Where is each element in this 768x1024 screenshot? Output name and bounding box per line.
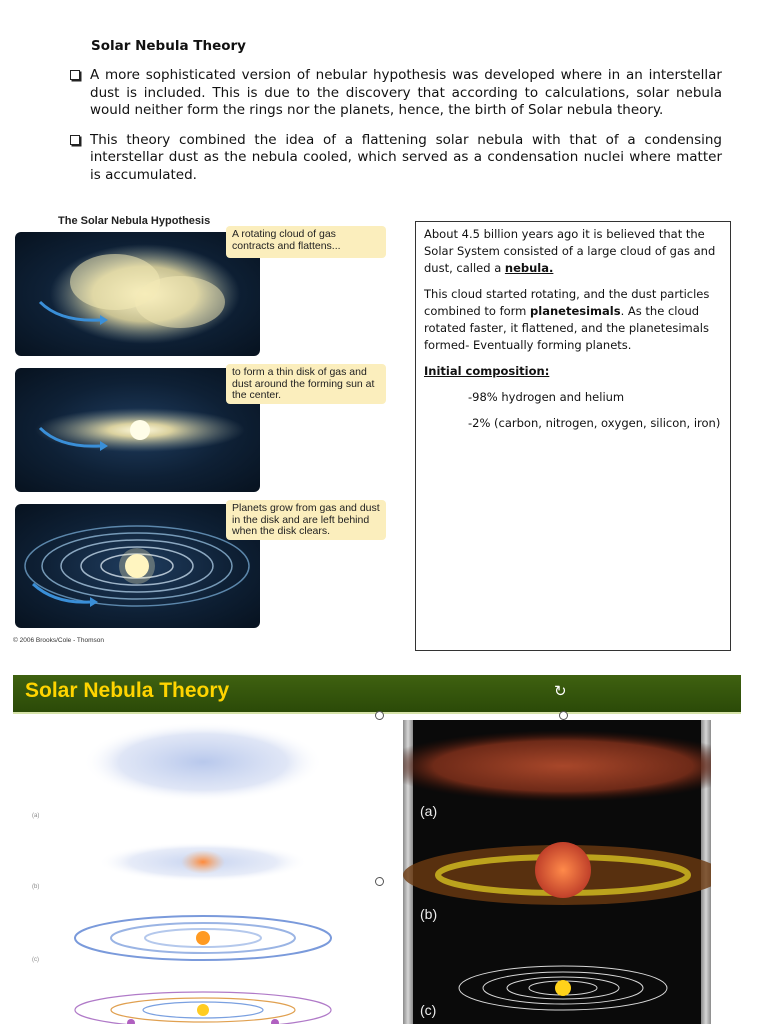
bullet-item [68,67,722,120]
nebula-stages-illustration [63,720,343,1024]
composition-heading: Initial composition: [424,364,550,378]
slide-title: Solar Nebula Theory [25,679,230,702]
resize-handle[interactable] [375,711,384,720]
small-stage-label: (c) [32,957,39,963]
bullet-text: A more sophisticated version of nebular hypothesis was developed where in an interstellar dust is included. This is due to the discovery that according to calculations, solar nebula would neither form the rings nor the planets, hence, the birth of Solar nebula theory. [90,67,722,118]
small-stage-label: (b) [32,884,40,890]
small-stage-label: (a) [32,813,40,819]
checkbox-bullet-icon [70,135,80,145]
info-text-box [415,221,731,651]
callout-stage-3: Planets grow from gas and dust in the disk and are left behind when the disk clears. [226,500,386,540]
resize-handle[interactable] [559,711,568,720]
callout-stage-2: to form a thin disk of gas and dust around the forming sun at the center. [226,364,386,404]
large-stage-label: (b) [420,906,438,922]
bullet-item [68,132,722,185]
info-text: About 4.5 billion years ago it is believed that the Solar System consisted of a large cloud of gas and dust, called a [424,227,716,275]
large-stage-label: (c) [420,1002,437,1018]
composition-item: -98% hydrogen and helium [468,390,625,404]
planetesimals-term: planetesimals [530,304,621,318]
resize-handle[interactable] [375,877,384,886]
solar-nebula-hypothesis-diagram [12,212,392,652]
checkbox-bullet-icon [70,70,80,80]
copyright-note: © 2006 Brooks/Cole - Thomson [13,637,105,644]
planetary-rings-illustration [15,504,260,628]
info-text: This cloud started rotating, and the dust particles combined to form [424,287,710,318]
slide-image [13,675,741,1024]
diagram-title: The Solar Nebula Hypothesis [58,215,211,227]
rotate-handle-icon[interactable]: ↻ [554,682,567,700]
accretion-illustration [403,720,711,1024]
slide-title-bar [13,675,741,714]
info-paragraph-1 [424,226,722,277]
nebula-term: nebula. [504,261,554,275]
bullet-text: This theory combined the idea of a flattening solar nebula with that of a condensing interstellar dust as the nebula cooled, which served as a condensation nuclei where matter is accumulated. [90,131,722,183]
info-text: . As the cloud rotated faster, it flattened, and the planetesimals formed- Eventually forming planets. [424,304,709,352]
section-heading: Solar Nebula Theory [91,38,246,54]
large-stage-label: (a) [420,803,438,819]
stage-disk-panel [15,368,260,492]
gas-cloud-illustration [15,232,260,356]
stage-cloud-panel [15,232,260,356]
flattened-disk-illustration [15,368,260,492]
info-paragraph-2 [424,286,722,354]
composition-item: -2% (carbon, nitrogen, oxygen, silicon, iron) [468,416,721,430]
stage-planets-panel [15,504,260,628]
bullet-list [68,67,722,196]
callout-stage-1: A rotating cloud of gas contracts and flattens... [226,226,386,258]
accretion-stages-photo [403,720,711,1024]
